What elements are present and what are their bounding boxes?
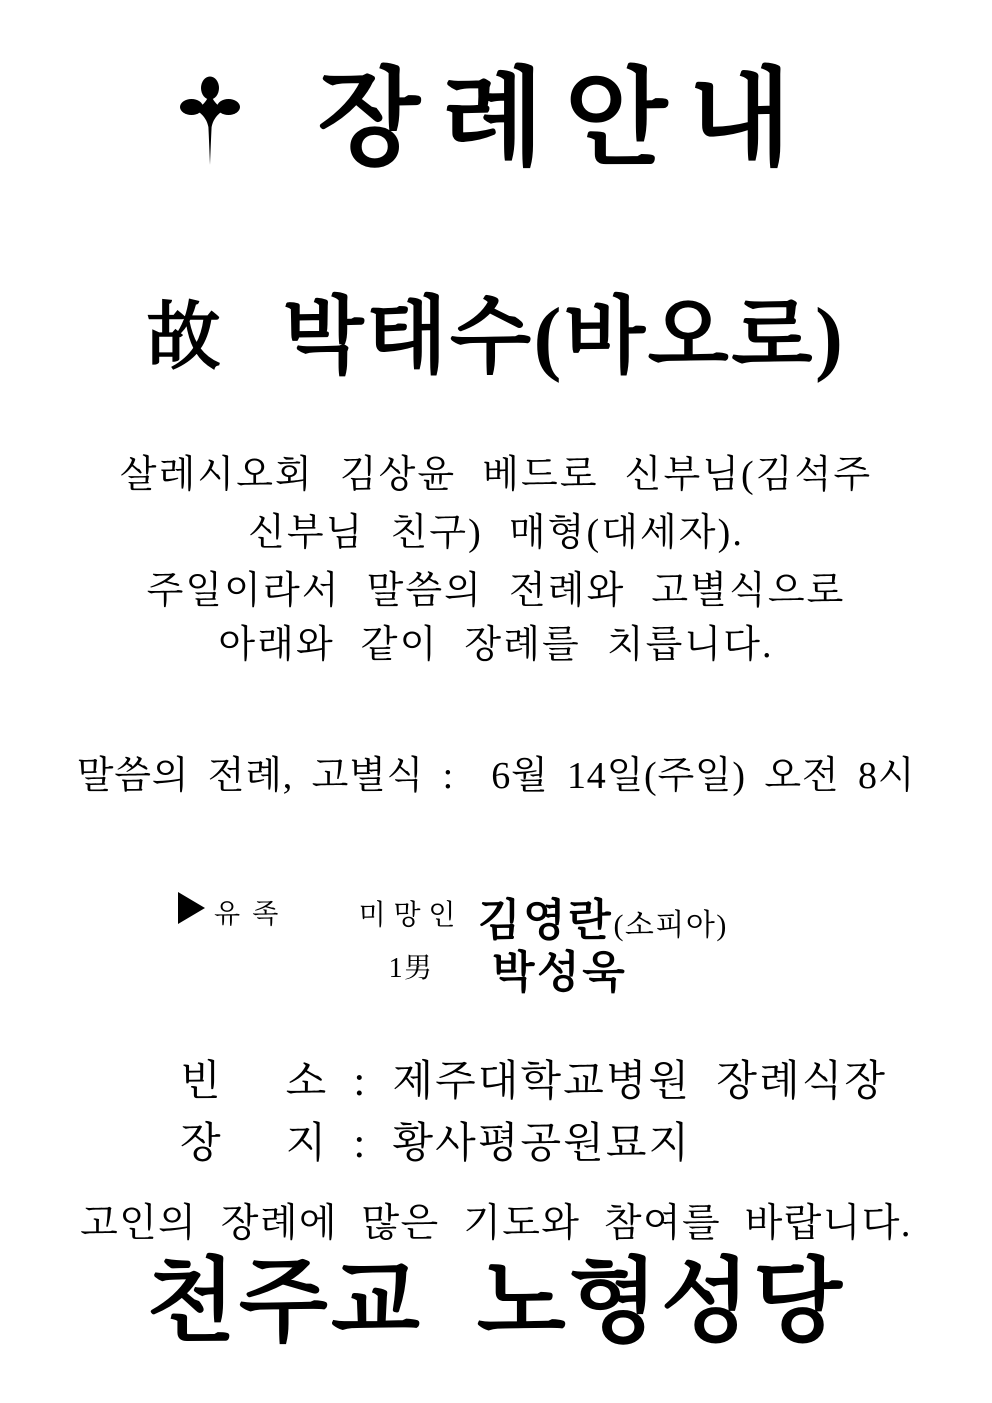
intro-paragraph-1 [0, 446, 992, 562]
burial-site-line: 장 지 : 황사평공원묘지 [180, 1121, 692, 1167]
family-member-name: 박성욱 [492, 948, 628, 997]
family-member-name: 김영란 [478, 896, 614, 945]
schedule-line: 말씀의 전례, 고별식 : 6월 14일(주일) 오전 8시 [76, 755, 916, 797]
intro-p2-line1: 주일이라서 말씀의 전례와 고별식으로 [146, 570, 846, 612]
deceased-name-line [0, 288, 992, 389]
notice-header [0, 62, 992, 179]
deceased-name: 박태수(바오로) [282, 291, 846, 384]
page-title: 장례안내 [317, 61, 813, 178]
mortuary-line: 빈 소 : 제주대학교병원 장례식장 [180, 1059, 888, 1105]
family-row-son [0, 936, 992, 997]
cross-icon [180, 76, 240, 168]
deceased-honorific: 故 [146, 297, 221, 380]
intro-paragraph-2 [0, 564, 992, 672]
intro-p2-line2: 아래와 같이 장례를 치릅니다. [218, 624, 774, 666]
family-row-widow [0, 884, 992, 945]
family-section-label: 유족 [214, 899, 291, 929]
intro-p1-line1: 살레시오회 김상윤 베드로 신부님(김석주 [119, 454, 873, 496]
church-name: 천주교 노형성당 [146, 1251, 846, 1353]
triangle-bullet-icon [178, 892, 205, 924]
family-name-group [478, 936, 627, 1000]
family-relation: 1男 [388, 953, 434, 984]
family-relation: 미망인 [358, 900, 464, 931]
closing-request-line: 고인의 장례에 많은 기도와 참여를 바랍니다. [80, 1202, 912, 1245]
family-member-baptismal-name: (소피아) [613, 909, 728, 942]
intro-p1-line2: 신부님 친구) 매형(대세자). [248, 512, 744, 554]
